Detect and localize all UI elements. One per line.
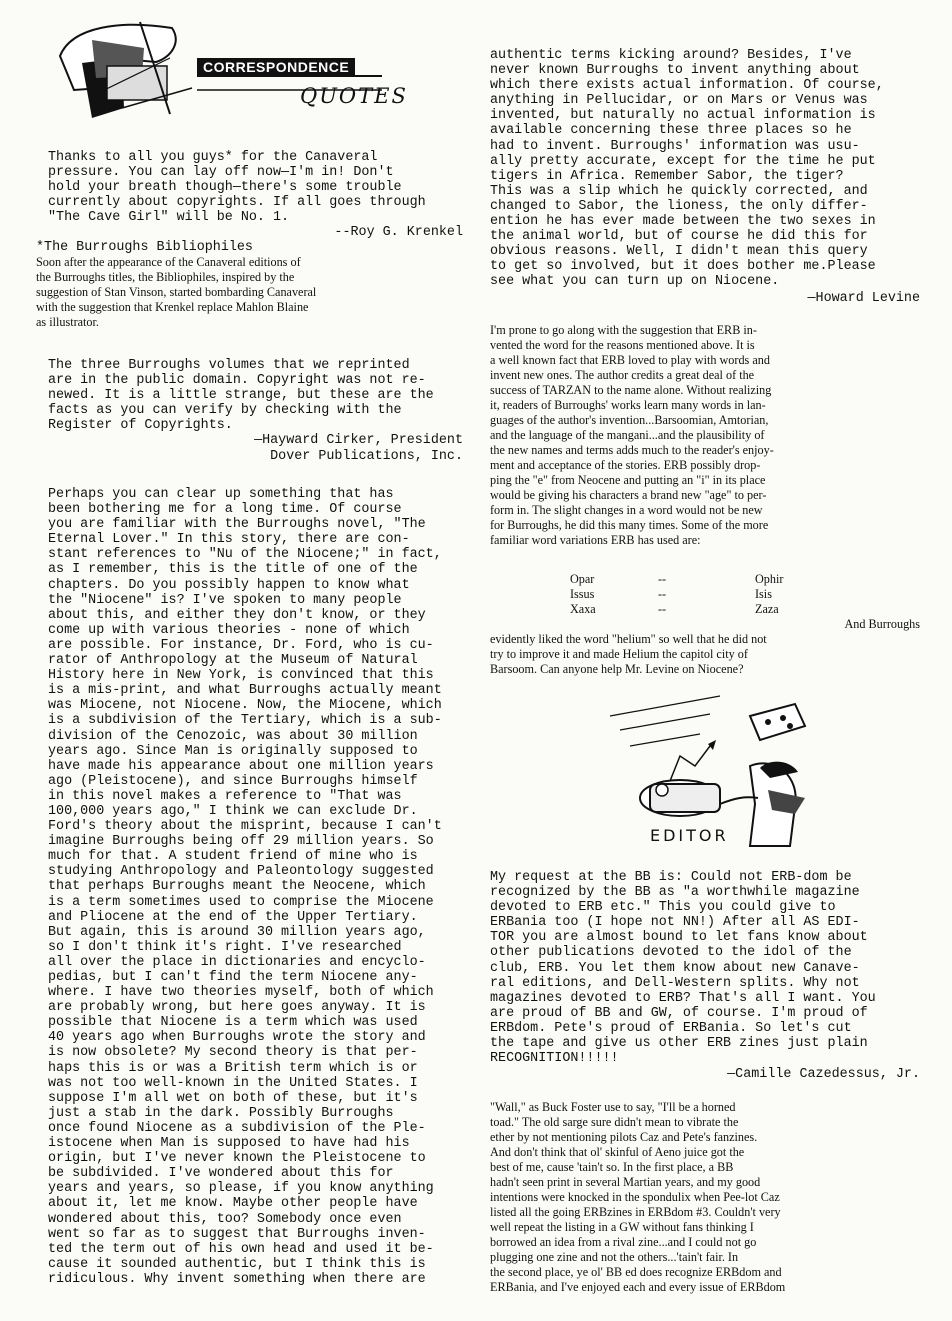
text-line: This was a slip which he quickly corrected, and <box>490 183 868 199</box>
text-line: wondered about this, too? Somebody once even <box>48 1211 402 1227</box>
text-line: studying Anthropology and Paleontology suggested <box>48 864 434 880</box>
footnote-bibliophiles <box>36 240 463 330</box>
letter-cazedessus <box>490 870 920 1066</box>
text-line: for Burroughs, he did this many times. Some of the more <box>490 518 769 532</box>
text-line: "Wall," as Buck Foster use to say, "I'll be a horned <box>490 1100 736 1114</box>
text-line: magazines devoted to ERB? That's all I want. You <box>490 990 876 1006</box>
text-line: about it, let me know. Maybe other people have <box>48 1196 418 1212</box>
text-line: went so far as to suggest that Burroughs inven- <box>48 1226 426 1242</box>
text-line: just a stab in the dark. Possibly Burroughs <box>48 1105 394 1121</box>
text-line: Ford's theory about the misprint, because I can't <box>48 819 442 835</box>
letter-niocene <box>48 487 463 1287</box>
reply-line: And Burroughs <box>844 617 920 631</box>
table-cell: -- <box>658 587 667 601</box>
text-line: toad." The old sarge sure didn't mean to vibrate the <box>490 1115 739 1129</box>
text-line: recognized by the BB as "a worthwhile magazine <box>490 885 860 901</box>
letter-line: hold your breath though—there's some trouble <box>48 180 402 196</box>
footnote-line: with the suggestion that Krenkel replace Mahlon Blaine <box>36 300 309 315</box>
text-line: it, readers of Burroughs' works learn many words in lan- <box>490 398 766 412</box>
text-line: obvious reasons. Well, I didn't mean this query <box>490 244 868 260</box>
text-line: ridiculous. Why invent something when there are <box>48 1271 426 1287</box>
text-line: available concerning these three places so he <box>490 123 852 139</box>
letter-line: currently about copyrights. If all goes through <box>48 195 426 211</box>
letter-line: newed. It is a little strange, but these are the <box>48 388 434 404</box>
text-line: have made his appearance about one million years <box>48 758 434 774</box>
text-line: the second place, ye ol' BB ed does recognize ERBdom and <box>490 1265 782 1279</box>
reply-line: Barsoom. Can anyone help Mr. Levine on Niocene? <box>490 662 744 676</box>
text-line: come up with various theories - none of which <box>48 622 410 638</box>
letter-cirker <box>48 358 463 464</box>
text-line: ment and acceptance of the stories. ERB possibly drop- <box>490 458 761 472</box>
text-line: invented, but naturally no actual information is <box>490 108 876 124</box>
text-line: you are familiar with the Burroughs novel, "The <box>48 517 426 533</box>
text-line: other publications devoted to the idol of the <box>490 945 852 961</box>
text-line: would be giving his characters a brand new "age" to per- <box>490 488 767 502</box>
text-line: years ago. Since Man is originally supposed to <box>48 743 418 759</box>
text-line: ago (Pleistocene), and since Burroughs himself <box>48 773 418 789</box>
text-line: hadn't seen print in several Martian years, and my good <box>490 1175 761 1189</box>
text-line: are probably wrong, but here goes anyway. It is <box>48 1000 426 1016</box>
text-line: origin, but I've never known the Pleistocene to <box>48 1151 426 1167</box>
text-line: in this novel makes a reference to "That was <box>48 788 402 804</box>
letter-signature: Dover Publications, Inc. <box>270 448 463 464</box>
editor-reply-continued <box>490 617 920 677</box>
text-line: and the language of the mangani...and the plausibility of <box>490 428 765 442</box>
text-line: be subdivided. I've wondered about this for <box>48 1166 394 1182</box>
reply-line: try to improve it and made Helium the capitol city of <box>490 647 748 661</box>
text-line: pedias, but I can't find the term Niocene any- <box>48 970 418 985</box>
letter-krenkel <box>48 150 463 241</box>
text-line: never known Burroughs to invent anything about <box>490 63 860 79</box>
letter-line: Register of Copyrights. <box>48 418 233 434</box>
text-line: division of the Cenozoic, was about 30 million <box>48 728 418 744</box>
text-line: is now obsolete? My second theory is that per- <box>48 1045 418 1061</box>
text-line: changed to Sabor, the lioness, the only differ- <box>490 198 868 214</box>
text-line: History here in New York, is convinced that this <box>48 668 434 684</box>
text-line: best of me, cause 'tain't so. In the first place, a BB <box>490 1160 734 1174</box>
text-line: the "Niocene" is? I've spoken to many people <box>48 592 402 608</box>
text-line: where. I have two theories myself, both of which <box>48 985 434 1001</box>
text-line: are proud of BB and GW, of course. I'm proud of <box>490 1005 868 1021</box>
letter-signature: —Camille Cazedessus, Jr. <box>727 1067 920 1082</box>
text-line: once found Niocene as a subdivision of the Ple- <box>48 1120 426 1136</box>
text-line: to get so involved, but it does bother me.Please <box>490 259 876 275</box>
footnote-line: Soon after the appearance of the Canaveral editions of <box>36 255 301 270</box>
text-line: well repeat the listing in a GW without fans thinking I <box>490 1220 754 1234</box>
text-line: as I remember, this is the title of one of the <box>48 562 418 578</box>
text-line: the new names and terms adds much to the reader's enjoy- <box>490 443 774 457</box>
text-line: authentic terms kicking around? Besides, I've <box>490 48 852 63</box>
text-line: possible that Niocene is a term which was used <box>48 1015 418 1031</box>
text-line: see what you can turn up on Niocene. <box>490 274 780 290</box>
footnote-line: as illustrator. <box>36 315 99 330</box>
text-line: club, ERB. You let them know about new Canave- <box>490 960 860 976</box>
text-line: much for that. A student friend of mine who is <box>48 849 418 865</box>
text-line: the tape and give us other ERB zines just plain <box>490 1036 868 1052</box>
text-line: stant references to "Nu of the Niocene;" in fact, <box>48 547 442 563</box>
text-line: ERBania too (I hope not NN!) After all AS EDI- <box>490 915 860 931</box>
text-line: And don't think that ol' skinful of Aeno juice got the <box>490 1145 745 1159</box>
section-subtitle: QUOTES <box>300 84 408 108</box>
text-line: plugging one zine and not the others...'tain't fair. In <box>490 1250 739 1264</box>
text-line: guages of the author's invention...Barsoomian, Amtorian, <box>490 413 769 427</box>
text-line: ally pretty accurate, except for the time he put <box>490 153 876 169</box>
text-line: Perhaps you can clear up something that has <box>48 487 394 502</box>
text-line: form in. The slight changes in a word would not be new <box>490 503 763 517</box>
text-line: a well known fact that ERB loved to play with words and <box>490 353 770 367</box>
text-line: is a term sometimes used to comprise the Miocene <box>48 894 434 910</box>
letter-signature: --Roy G. Krenkel <box>334 225 463 241</box>
text-line: about this, and either they don't know, or they <box>48 607 426 623</box>
table-cell: Xaxa <box>570 602 596 616</box>
footnote-heading: *The Burroughs Bibliophiles <box>36 240 253 255</box>
text-line: success of TARZAN to the name alone. Without realizing <box>490 383 772 397</box>
text-line: ention he has ever made between the two sexes in <box>490 214 876 230</box>
text-line: RECOGNITION!!!!! <box>490 1051 619 1067</box>
text-line: was not too well-known in the United States. I <box>48 1075 418 1091</box>
text-line: chapters. Do you possibly happen to know what <box>48 577 410 593</box>
text-line: listed all the going ERBzines in ERBdom #3. Couldn't very <box>490 1205 781 1219</box>
text-line: anything in Pellucidar, or on Mars or Venus was <box>490 93 868 109</box>
text-line: had to invent. Burroughs' information was usu- <box>490 138 860 154</box>
text-line: familiar word variations ERB has used are: <box>490 533 701 547</box>
letter-signature: —Hayward Cirker, President <box>254 433 463 449</box>
text-line: intentions were knocked in the spondulix when Pee-lot Caz <box>490 1190 780 1204</box>
text-line: borrowed an idea from a rival zine...and I could not go <box>490 1235 757 1249</box>
letter-line: facts as you can verify by checking with the <box>48 403 402 419</box>
reply-line: evidently liked the word "helium" so well that he did not <box>490 632 767 646</box>
text-line: Eternal Lover." In this story, there are con- <box>48 532 410 548</box>
text-line: ERBania, and I've enjoyed each and every issue of ERBdom <box>490 1280 786 1294</box>
editor-reply <box>490 323 920 548</box>
text-line: TOR you are almost bound to let fans know about <box>490 930 868 946</box>
text-line: which there exists actual information. Of course, <box>490 78 884 94</box>
text-line: ral editions, and Dell-Western splits. Why not <box>490 975 860 991</box>
text-line: vented the word for the reasons mentioned above. It is <box>490 338 755 352</box>
text-line: ERBdom. Pete's proud of ERBania. So let's cut <box>490 1020 852 1036</box>
table-cell: Isis <box>755 587 772 601</box>
table-cell: -- <box>658 602 667 616</box>
table-cell: Zaza <box>755 602 779 616</box>
table-row <box>570 572 830 587</box>
table-cell: Opar <box>570 572 595 586</box>
letter-line: "The Cave Girl" will be No. 1. <box>48 210 290 226</box>
text-line: been bothering me for a long time. Of course <box>48 502 402 518</box>
letter-levine <box>490 48 920 290</box>
table-cell: Issus <box>570 587 595 601</box>
text-line: all over the place in dictionaries and encyclo- <box>48 954 426 970</box>
text-line: ted the term out of his own head and used it be- <box>48 1241 434 1257</box>
horned-toad-reply <box>490 1100 920 1295</box>
editor-cartoon <box>600 686 820 856</box>
text-line: 40 years ago when Burroughs wrote the story and <box>48 1030 426 1046</box>
letter-line: The three Burroughs volumes that we reprinted <box>48 358 410 373</box>
text-line: invent new ones. The author credits a great deal of the <box>490 368 755 382</box>
text-line: and Pliocene at the end of the Upper Tertiary. <box>48 909 418 925</box>
text-line: devoted to ERB etc." This you could give to <box>490 900 836 916</box>
letter-line: pressure. You can lay off now—I'm in! Don't <box>48 165 394 181</box>
text-line: that perhaps Burroughs meant the Neocene, which <box>48 879 426 895</box>
footnote-line: suggestion of Stan Vinson, started bombarding Canaveral <box>36 285 317 300</box>
text-line: years and years, so please, if you know anything <box>48 1181 434 1197</box>
table-cell: -- <box>658 572 667 586</box>
text-line: 100,000 years ago," I think we can exclude Dr. <box>48 803 418 819</box>
text-line: was Miocene, not Niocene. Now, the Miocene, which <box>48 698 442 714</box>
letter-signature: —Howard Levine <box>807 291 920 306</box>
text-line: ping the "e" from Neocene and putting an "i" in its place <box>490 473 766 487</box>
text-line: haps this is or was a British term which is or <box>48 1060 418 1076</box>
text-line: tigers in Africa. Remember Sabor, the tiger? <box>490 168 844 184</box>
text-line: I'm prone to go along with the suggestion that ERB in- <box>490 323 757 337</box>
text-line: cause it sounded authentic, but I think this is <box>48 1256 426 1272</box>
text-line: is a mis-print, and what Burroughs actually meant <box>48 683 442 699</box>
table-cell: Ophir <box>755 572 784 586</box>
letter-line: Thanks to all you guys* for the Canaveral <box>48 150 378 165</box>
text-line: so I don't think it's right. I've researched <box>48 939 402 955</box>
word-variations-table <box>570 572 830 617</box>
text-line: But again, this is around 30 million years ago, <box>48 924 426 940</box>
text-line: ether by not mentioning pilots Caz and Pete's fanzines. <box>490 1130 758 1144</box>
footnote-line: the Burroughs titles, the Bibliophiles, inspired by the <box>36 270 295 285</box>
table-row <box>570 602 830 617</box>
text-line: is a subdivision of the Tertiary, which is a sub- <box>48 713 442 729</box>
letter-line: are in the public domain. Copyright was not re- <box>48 373 426 389</box>
text-line: rator of Anthropology at the Museum of Natural <box>48 653 418 669</box>
text-line: imagine Burroughs being off 29 million years. So <box>48 834 434 850</box>
text-line: istocene when Man is supposed to have had his <box>48 1136 410 1152</box>
text-line: are possible. For instance, Dr. Ford, who is cu- <box>48 637 434 653</box>
cartoon-label: EDITOR <box>650 826 729 845</box>
text-line: My request at the BB is: Could not ERB-dom be <box>490 870 852 885</box>
text-line: suppose I'm all wet on both of these, but it's <box>48 1090 418 1106</box>
section-title: CORRESPONDENCE <box>197 58 355 76</box>
text-line: the animal world, but of course he did this for <box>490 229 868 245</box>
table-row <box>570 587 830 602</box>
